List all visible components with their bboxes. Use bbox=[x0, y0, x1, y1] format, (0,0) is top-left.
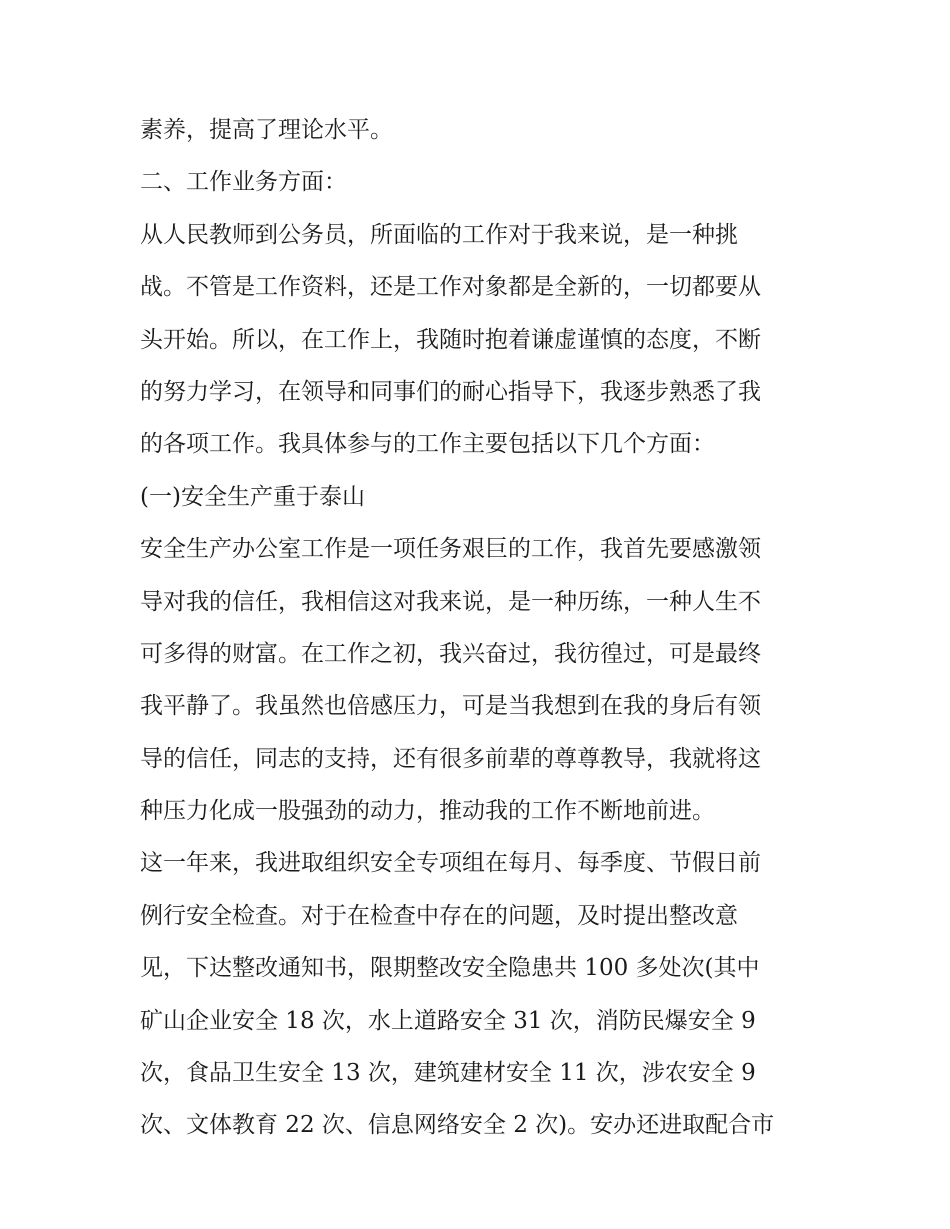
text-line: 的努力学习，在领导和同事们的耐心指导下，我逐步熟悉了我 bbox=[140, 378, 761, 405]
document-body bbox=[140, 104, 820, 1152]
text-line: 的各项工作。我具体参与的工作主要包括以下几个方面： bbox=[140, 431, 715, 458]
section-heading: 二、工作业务方面： bbox=[140, 169, 347, 196]
text-line: 矿山企业安全 18 次，水上道路安全 31 次，消防民爆安全 9 bbox=[140, 1007, 756, 1034]
text-line: 次、文体教育 22 次、信息网络安全 2 次)。安办还进取配合市 bbox=[140, 1112, 775, 1139]
text-line: 这一年来，我进取组织安全专项组在每月、每季度、节假日前 bbox=[140, 850, 761, 877]
subsection-heading: (一)安全生产重于泰山 bbox=[140, 483, 365, 510]
text-line: 可多得的财富。在工作之初，我兴奋过，我彷徨过，可是最终 bbox=[140, 640, 761, 667]
text-line: 导的信任，同志的支持，还有很多前辈的尊尊教导，我就将这 bbox=[140, 745, 761, 772]
text-line: 战。不管是工作资料，还是工作对象都是全新的，一切都要从 bbox=[140, 274, 761, 301]
text-line: 次，食品卫生安全 13 次，建筑建材安全 11 次，涉农安全 9 bbox=[140, 1060, 756, 1087]
text-line: 我平静了。我虽然也倍感压力，可是当我想到在我的身后有领 bbox=[140, 693, 761, 720]
text-line: 从人民教师到公务员，所面临的工作对于我来说，是一种挑 bbox=[140, 221, 738, 248]
text-line: 头开始。所以，在工作上，我随时抱着谦虚谨慎的态度，不断 bbox=[140, 326, 761, 353]
text-line: 见，下达整改通知书，限期整改安全隐患共 100 多处次(其中 bbox=[140, 955, 760, 982]
text-line: 安全生产办公室工作是一项任务艰巨的工作，我首先要感激领 bbox=[140, 536, 761, 563]
text-line: 素养，提高了理论水平。 bbox=[140, 117, 393, 143]
text-line: 导对我的信任，我相信这对我来说，是一种历练，一种人生不 bbox=[140, 588, 761, 615]
text-line: 例行安全检查。对于在检查中存在的问题，及时提出整改意 bbox=[140, 902, 738, 929]
text-line: 种压力化成一股强劲的动力，推动我的工作不断地前进。 bbox=[140, 798, 715, 825]
